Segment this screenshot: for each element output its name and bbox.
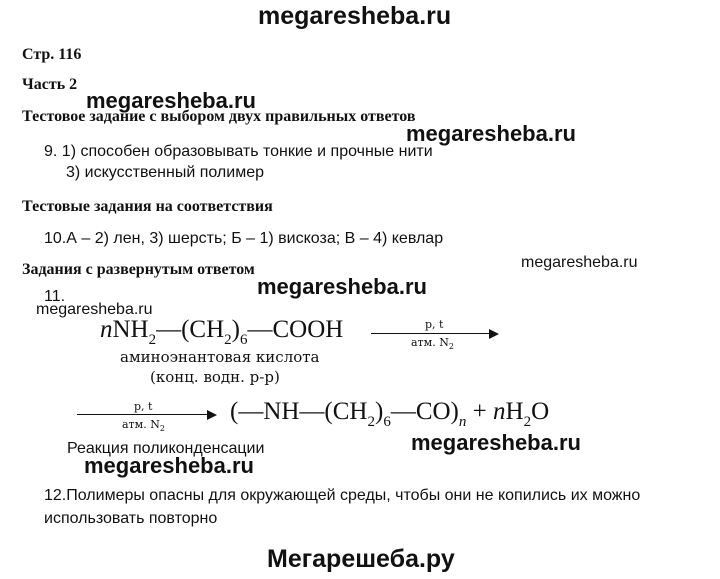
watermark: megaresheba.ru: [406, 121, 576, 146]
product-plus: +: [466, 398, 493, 425]
watermark: megaresheba.ru: [521, 254, 638, 271]
reactant-part-c: —COOH: [247, 316, 344, 343]
arrow-head-icon: [207, 410, 217, 420]
watermark: megaresheba.ru: [257, 274, 427, 299]
product-part-a: (—NH—(CH: [230, 398, 368, 425]
reaction-caption: Реакция поликонденсации: [67, 440, 265, 457]
arrow-condition-bottom: атм. $N_2$: [122, 418, 165, 433]
watermark-bottom: Мегарешеба.ру: [267, 545, 455, 573]
watermark: megaresheba.ru: [84, 453, 254, 478]
reaction-arrow-line: [371, 333, 489, 334]
arrow-condition-top: p, t: [134, 400, 153, 413]
subscript: 2: [367, 414, 375, 430]
watermark: megaresheba.ru: [86, 88, 256, 113]
subscript: 6: [240, 332, 248, 348]
water-o: O: [531, 398, 550, 425]
reactant-name: аминоэнантовая кислота: [120, 348, 320, 366]
arrow-head-icon: [489, 329, 499, 339]
section-title-choice: Тестовое задание с выбором двух правильных ответов: [22, 108, 416, 125]
product-part-a-close: ): [375, 398, 384, 425]
answer-9-line2: 3) искусственный полимер: [66, 164, 264, 181]
reactant-part-b-close: ): [231, 316, 240, 343]
section-title-matching: Тестовые задания на соответствия: [22, 198, 273, 215]
water-coefficient: n: [493, 398, 506, 425]
subscript: 2: [148, 332, 157, 348]
reaction-arrow-line: [77, 414, 207, 415]
page-reference: Стр. 116: [22, 46, 82, 63]
water-h: H: [505, 398, 524, 425]
answer-12-line1: 12.Полимеры опасны для окружающей среды, чтобы они не копились их можно: [44, 487, 641, 504]
reactant-part-b: —(CH: [156, 316, 225, 343]
reactant-part-a: NH: [112, 316, 149, 343]
arrow-condition-top: p, t: [425, 318, 444, 331]
subscript: n: [458, 414, 467, 430]
product-part-b: —CO): [390, 398, 459, 425]
answer-11-number: 11.: [44, 288, 66, 305]
product-formula: [230, 398, 549, 431]
subscript: 2: [523, 414, 532, 430]
reactant-coefficient: n: [100, 316, 113, 343]
reactant-formula: [100, 316, 343, 349]
arrow-condition-bottom: атм. $N_2$: [411, 336, 454, 351]
watermark: megaresheba.ru: [36, 301, 153, 318]
subscript: 2: [224, 332, 232, 348]
answer-10: 10.А – 2) лен, 3) шерсть; Б – 1) вискоза; В – 4) кевлар: [44, 230, 444, 247]
subscript: 6: [383, 414, 391, 430]
watermark: megaresheba.ru: [411, 430, 581, 455]
reactant-solution: (конц. водн. р-р): [150, 368, 280, 386]
section-title-extended: Задания с развернутым ответом: [22, 261, 255, 278]
answer-9-line1: 9. 1) способен образовывать тонкие и прочные нити: [44, 143, 433, 160]
answer-12-line2: использовать повторно: [44, 510, 218, 527]
watermark-top: megaresheba.ru: [258, 2, 452, 30]
part-heading: Часть 2: [22, 76, 78, 93]
